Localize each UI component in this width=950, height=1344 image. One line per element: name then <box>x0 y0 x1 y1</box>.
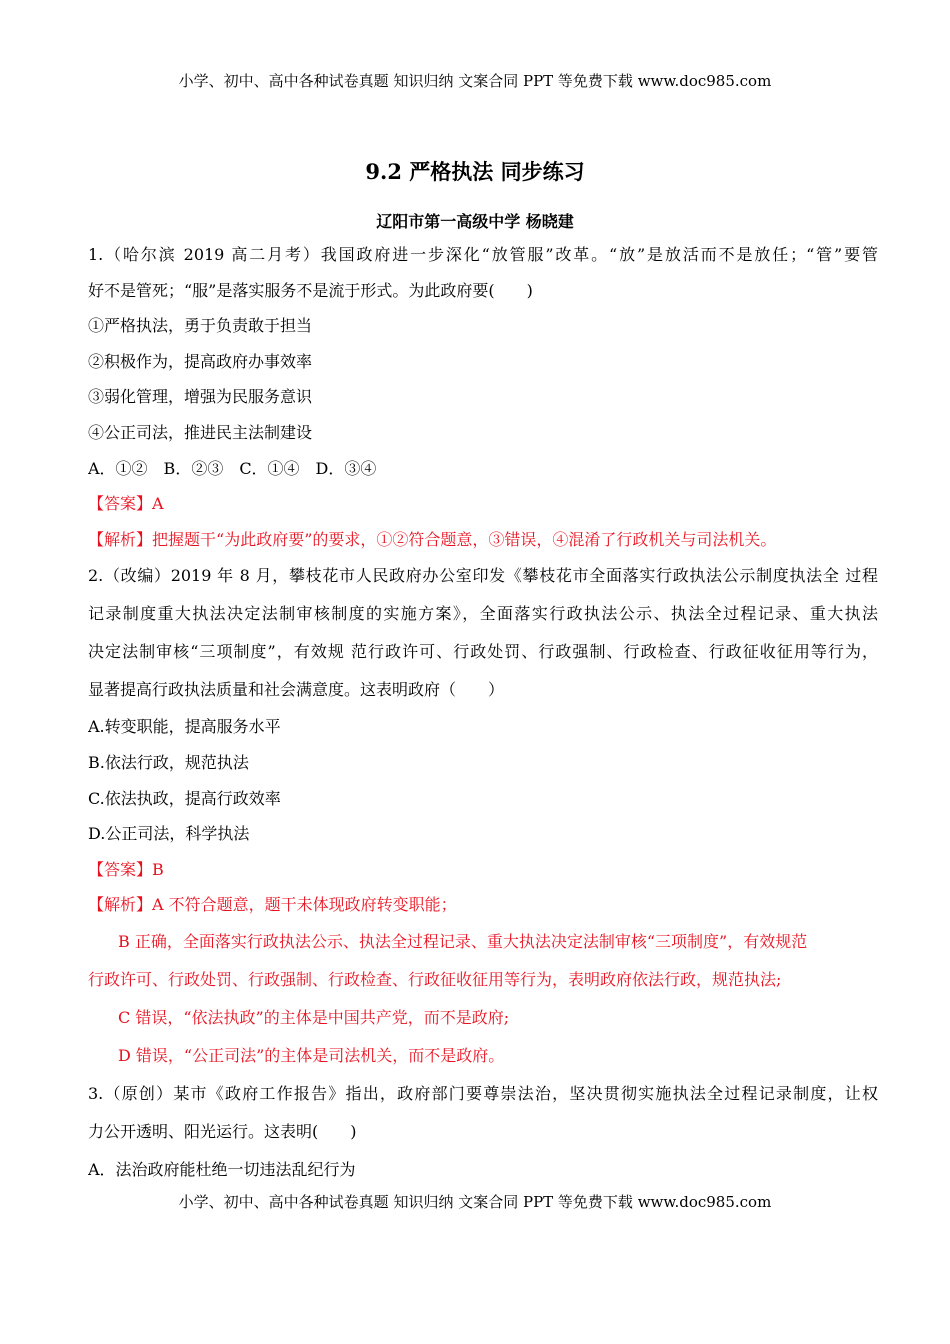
q1-option-3: ③弱化管理，增强为民服务意识 <box>88 387 313 407</box>
page-footer: 小学、初中、高中各种试卷真题 知识归纳 文案合同 PPT 等免费下载 www.doc985.com <box>178 1193 772 1211</box>
q1-answer-label: 【答案】 <box>88 494 153 514</box>
q2-analysis-line-5: D 错误，“公正司法”的主体是司法机关，而不是政府。 <box>118 1045 505 1065</box>
page-title: 9.2 严格执法 同步练习 <box>365 159 585 184</box>
q2-option-a: A.转变职能，提高服务水平 <box>88 717 281 737</box>
q2-option-b: B.依法行政，规范执法 <box>88 752 249 772</box>
q2-stem-line-3: 决定法制审核“三项制度”，有效规 范行政许可、行政处罚、行政强制、行政检查、行政征收征用等行为， <box>88 642 878 662</box>
q2-answer <box>88 852 878 888</box>
q2-analysis-label: 【解析】 <box>88 895 153 915</box>
q2-stem-line-2: 记录制度重大执法决定法制审核制度的实施方案》，全面落实行政执法公示、执法全过程记录、重大执法 <box>88 604 878 624</box>
q1-answer-value: A <box>152 494 164 514</box>
q2-analysis-line-3: 行政许可、行政处罚、行政强制、行政检查、行政征收征用等行为，表明政府依法行政，规范执法; <box>88 969 782 989</box>
q3-stem-line-2: 力公开透明、阳光运行。这表明( ) <box>88 1121 357 1141</box>
q2-stem-line-4: 显著提高行政执法质量和社会满意度。这表明政府（ ） <box>88 680 505 700</box>
page-header: 小学、初中、高中各种试卷真题 知识归纳 文案合同 PPT 等免费下载 www.doc985.com <box>178 72 772 90</box>
author-line: 辽阳市第一高级中学 杨晓建 <box>376 212 574 231</box>
q2-analysis-line-2: B 正确，全面落实行政执法公示、执法全过程记录、重大执法决定法制审核“三项制度”，有效规范 <box>118 931 808 951</box>
q2-stem-line-1: 2.（改编）2019 年 8 月，攀枝花市人民政府办公室印发《攀枝花市全面落实行政执法公示制度执法全 过程 <box>88 566 878 586</box>
q2-analysis <box>88 887 878 923</box>
q1-choices: A．①② B．②③ C．①④ D．③④ <box>88 458 377 478</box>
q1-stem-line-2: 好不是管死；“服”是落实服务不是流于形式。为此政府要( ) <box>88 280 533 300</box>
q1-answer <box>88 486 878 522</box>
q1-option-1: ①严格执法，勇于负责敢于担当 <box>88 316 313 336</box>
q3-option-a: A．法治政府能杜绝一切违法乱纪行为 <box>88 1159 356 1179</box>
q1-option-2: ②积极作为，提高政府办事效率 <box>88 351 313 371</box>
q2-answer-label: 【答案】 <box>88 859 153 879</box>
q1-analysis-text: 把握题干“为此政府要”的要求，①②符合题意，③错误，④混淆了行政机关与司法机关。 <box>152 529 777 549</box>
document-body <box>88 237 878 1189</box>
q2-answer-value: B <box>152 859 164 879</box>
q1-analysis-label: 【解析】 <box>88 529 153 549</box>
q3-stem-line-1: 3.（原创）某市《政府工作报告》指出，政府部门要尊崇法治，坚决贯彻实施执法全过程记录制度，让权 <box>88 1083 878 1103</box>
q2-analysis-text-1: A 不符合题意，题干未体现政府转变职能； <box>152 895 457 915</box>
q1-analysis <box>88 522 878 558</box>
q2-option-c: C.依法执政，提高行政效率 <box>88 788 281 808</box>
q1-option-4: ④公正司法，推进民主法制建设 <box>88 422 313 442</box>
q2-option-d: D.公正司法，科学执法 <box>88 824 250 844</box>
q2-analysis-line-4: C 错误，“依法执政”的主体是中国共产党，而不是政府; <box>118 1007 510 1027</box>
q1-stem-line-1: 1.（哈尔滨 2019 高二月考）我国政府进一步深化“放管服”改革。“放”是放活而不是放任；“管”要管 <box>88 245 878 264</box>
